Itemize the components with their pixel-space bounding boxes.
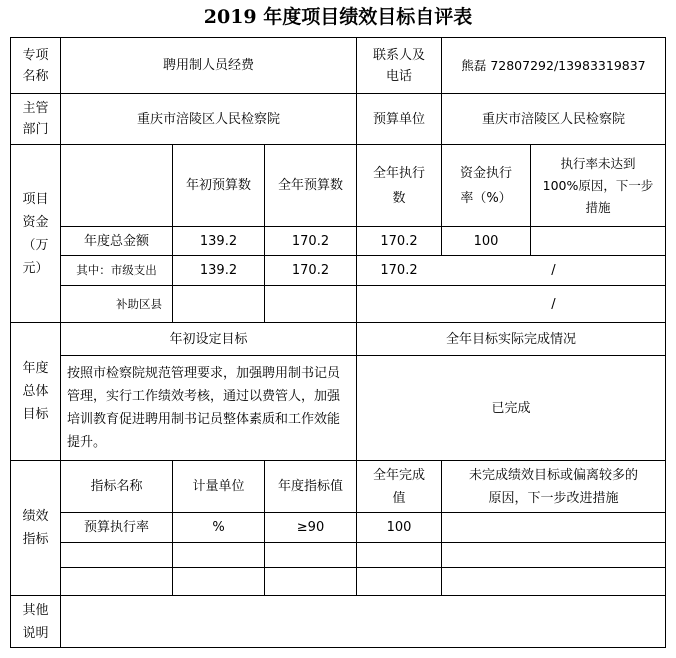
funds-row-total-reason xyxy=(531,227,665,255)
funds-col-initial: 年初预算数 xyxy=(185,178,251,193)
funds-section-label: 项目 资金 （万 元） xyxy=(22,191,49,276)
goals-actual-header: 全年目标实际完成情况 xyxy=(445,331,576,347)
contact-label: 联系人及 电话 xyxy=(372,47,425,84)
indicator-row-unit: % xyxy=(212,520,225,535)
funds-row-total-label: 年度总金额 xyxy=(83,233,149,249)
indicator-row-reason xyxy=(442,568,665,595)
indicator-row-unit xyxy=(173,568,264,595)
indicators-col-reason: 未完成绩效目标或偏离较多的 原因，下一步改进措施 xyxy=(468,467,638,506)
funds-row-district-executed xyxy=(357,286,441,322)
indicator-row-reason xyxy=(442,513,665,542)
funds-row-city-initial: 139.2 xyxy=(199,263,238,278)
funds-row-district-rate: / xyxy=(551,296,556,312)
other-notes-label: 其他 说明 xyxy=(22,602,49,641)
contact-value: 熊磊 72807292/13983319837 xyxy=(461,58,646,73)
funds-row-city-label: 其中：市级支出 xyxy=(76,263,157,277)
funds-row-total-executed: 170.2 xyxy=(380,233,418,249)
goals-actual-text: 已完成 xyxy=(491,400,531,416)
page-title: 2019 年度项目绩效目标自评表 xyxy=(203,6,473,28)
indicator-row-name xyxy=(61,543,172,567)
funds-row-city-rate: / xyxy=(551,263,556,278)
funds-col-reason: 执行率未达到 100%原因，下一步 措施 xyxy=(542,155,654,215)
indicator-row-actual xyxy=(357,568,441,595)
funds-row-total-annual: 170.2 xyxy=(291,233,330,249)
other-notes-value xyxy=(61,596,665,647)
indicator-row-target xyxy=(265,568,356,595)
funds-row-city-executed: 170.2 xyxy=(380,263,418,278)
indicator-row-target xyxy=(265,543,356,567)
indicators-col-unit: 计量单位 xyxy=(192,479,245,494)
funds-col-executed: 全年执行 数 xyxy=(372,165,425,206)
indicator-row-actual: 100 xyxy=(386,520,412,535)
dept-label: 主管 部门 xyxy=(22,101,49,137)
indicator-row-reason xyxy=(442,543,665,567)
funds-row-city-annual: 170.2 xyxy=(291,263,330,278)
project-name-value: 聘用制人员经费 xyxy=(162,58,254,73)
indicator-row-name xyxy=(61,568,172,595)
goals-initial-text: 按照市检察院规范管理要求，加强聘用制书记员管理，实行工作绩效考核，通过以费管人，加强培训教育促进聘用制书记员整体素质和工作效能提升。 xyxy=(67,366,341,450)
indicator-row-target: ≥90 xyxy=(296,520,325,535)
budget-unit-value: 重庆市涪陵区人民检察院 xyxy=(481,111,625,127)
funds-col-annual: 全年预算数 xyxy=(277,178,343,193)
project-name-label: 专项 名称 xyxy=(22,47,49,84)
indicator-row-name: 预算执行率 xyxy=(83,520,149,535)
funds-row-district-annual xyxy=(265,286,356,322)
indicators-col-actual: 全年完成 值 xyxy=(372,467,425,506)
indicators-section-label: 绩效 指标 xyxy=(22,509,49,547)
funds-row-total-initial: 139.2 xyxy=(199,233,238,249)
funds-row-district-initial xyxy=(173,286,264,322)
funds-row-total-rate: 100 xyxy=(473,233,499,249)
indicators-col-name: 指标名称 xyxy=(90,479,143,494)
funds-row-district-label: 补助区县 xyxy=(116,296,162,311)
goals-initial-header: 年初设定目标 xyxy=(169,331,248,347)
dept-value: 重庆市涪陵区人民检察院 xyxy=(136,111,280,127)
indicator-row-actual xyxy=(357,543,441,567)
budget-unit-label: 预算单位 xyxy=(372,111,425,127)
indicators-col-target: 年度指标值 xyxy=(277,479,343,494)
funds-col-rate: 资金执行 率（%） xyxy=(459,165,512,206)
indicator-row-unit xyxy=(173,543,264,567)
goals-section-label: 年度 总体 目标 xyxy=(22,361,49,422)
